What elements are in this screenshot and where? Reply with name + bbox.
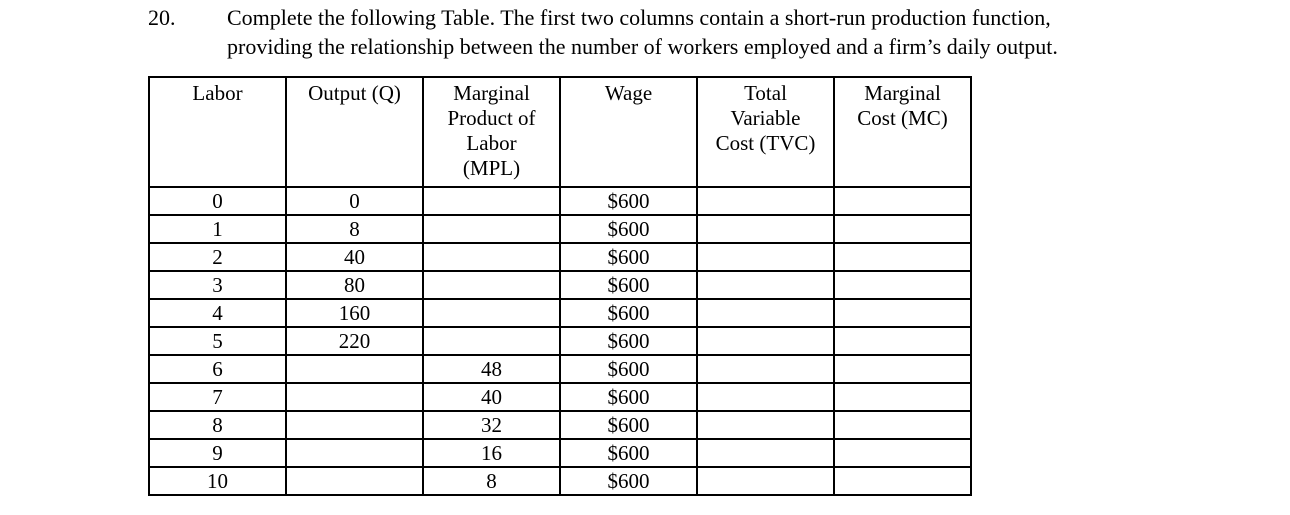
cell-labor: 9: [149, 439, 286, 467]
cell-tvc[interactable]: [697, 187, 834, 215]
question-line-1: Complete the following Table. The first two columns contain a short-run production function,: [227, 5, 1051, 30]
cell-output: 0: [286, 187, 423, 215]
header-mpl-line: (MPL): [462, 156, 521, 180]
cell-mpl[interactable]: [423, 327, 560, 355]
cell-mpl: 40: [423, 383, 560, 411]
cell-output: 8: [286, 215, 423, 243]
cell-mpl[interactable]: [423, 243, 560, 271]
cell-output: 220: [286, 327, 423, 355]
table-row: [149, 327, 971, 355]
cell-mc[interactable]: [834, 467, 971, 495]
table-row: [149, 271, 971, 299]
cell-output[interactable]: [286, 467, 423, 495]
cell-wage: $600: [560, 327, 697, 355]
question-number: 20.: [148, 5, 176, 30]
cell-labor: 7: [149, 383, 286, 411]
cell-wage: $600: [560, 355, 697, 383]
cell-mc[interactable]: [834, 187, 971, 215]
header-tvc-line: Total: [744, 81, 787, 105]
cell-tvc[interactable]: [697, 383, 834, 411]
cell-output[interactable]: [286, 411, 423, 439]
cell-wage: $600: [560, 187, 697, 215]
cell-mc[interactable]: [834, 383, 971, 411]
header-mc-line: Cost (MC): [857, 106, 948, 130]
header-labor: [149, 77, 286, 187]
cell-mc[interactable]: [834, 243, 971, 271]
table-row: [149, 215, 971, 243]
cell-tvc[interactable]: [697, 467, 834, 495]
cell-tvc[interactable]: [697, 411, 834, 439]
header-mc-line: Marginal: [864, 81, 941, 105]
header-wage-line: Wage: [604, 81, 653, 105]
table-row: [149, 243, 971, 271]
cell-mpl[interactable]: [423, 299, 560, 327]
cell-mpl[interactable]: [423, 215, 560, 243]
cell-mc[interactable]: [834, 355, 971, 383]
header-row: [149, 77, 971, 187]
cell-wage: $600: [560, 439, 697, 467]
cell-labor: 6: [149, 355, 286, 383]
cell-output[interactable]: [286, 355, 423, 383]
header-wage: [560, 77, 697, 187]
cell-wage: $600: [560, 243, 697, 271]
header-mpl-line: Labor: [466, 131, 517, 155]
cell-labor: 2: [149, 243, 286, 271]
header-tvc-line: Cost (TVC): [715, 131, 816, 155]
cell-labor: 1: [149, 215, 286, 243]
table-row: [149, 299, 971, 327]
header-mpl-line: Marginal: [453, 81, 530, 105]
cell-wage: $600: [560, 383, 697, 411]
header-mc: [834, 77, 971, 187]
table-body: [149, 187, 971, 495]
table-row: [149, 411, 971, 439]
cell-mc[interactable]: [834, 411, 971, 439]
cell-labor: 3: [149, 271, 286, 299]
cell-mc[interactable]: [834, 271, 971, 299]
cell-mpl: 32: [423, 411, 560, 439]
table-row: [149, 439, 971, 467]
cell-tvc[interactable]: [697, 355, 834, 383]
cell-wage: $600: [560, 215, 697, 243]
cell-mpl: 48: [423, 355, 560, 383]
cell-tvc[interactable]: [697, 299, 834, 327]
header-output-line: Output (Q): [308, 81, 401, 105]
cell-wage: $600: [560, 467, 697, 495]
cell-output: 40: [286, 243, 423, 271]
cell-wage: $600: [560, 411, 697, 439]
cell-wage: $600: [560, 299, 697, 327]
cell-wage: $600: [560, 271, 697, 299]
cell-tvc[interactable]: [697, 243, 834, 271]
header-mpl-line: Product of: [447, 106, 536, 130]
cell-tvc[interactable]: [697, 271, 834, 299]
cell-labor: 5: [149, 327, 286, 355]
cell-tvc[interactable]: [697, 215, 834, 243]
cell-output: 160: [286, 299, 423, 327]
question-line-2: providing the relationship between the number of workers employed and a firm’s daily output.: [227, 34, 1058, 59]
cell-mc[interactable]: [834, 215, 971, 243]
cell-mc[interactable]: [834, 327, 971, 355]
table-row: [149, 187, 971, 215]
cell-output: 80: [286, 271, 423, 299]
cell-mpl[interactable]: [423, 187, 560, 215]
table-row: [149, 467, 971, 495]
cell-output[interactable]: [286, 439, 423, 467]
cell-tvc[interactable]: [697, 327, 834, 355]
cell-mpl[interactable]: [423, 271, 560, 299]
cell-output[interactable]: [286, 383, 423, 411]
header-tvc-line: Variable: [730, 106, 801, 130]
cell-tvc[interactable]: [697, 439, 834, 467]
table-row: [149, 383, 971, 411]
cell-mc[interactable]: [834, 299, 971, 327]
header-output: [286, 77, 423, 187]
cell-mc[interactable]: [834, 439, 971, 467]
cell-mpl: 8: [423, 467, 560, 495]
production-table: [148, 76, 972, 496]
question-text: [227, 3, 1227, 61]
cell-labor: 8: [149, 411, 286, 439]
header-mpl: [423, 77, 560, 187]
cell-labor: 10: [149, 467, 286, 495]
cell-labor: 0: [149, 187, 286, 215]
header-tvc: [697, 77, 834, 187]
header-labor-line: Labor: [192, 81, 243, 105]
cell-mpl: 16: [423, 439, 560, 467]
cell-labor: 4: [149, 299, 286, 327]
table-row: [149, 355, 971, 383]
